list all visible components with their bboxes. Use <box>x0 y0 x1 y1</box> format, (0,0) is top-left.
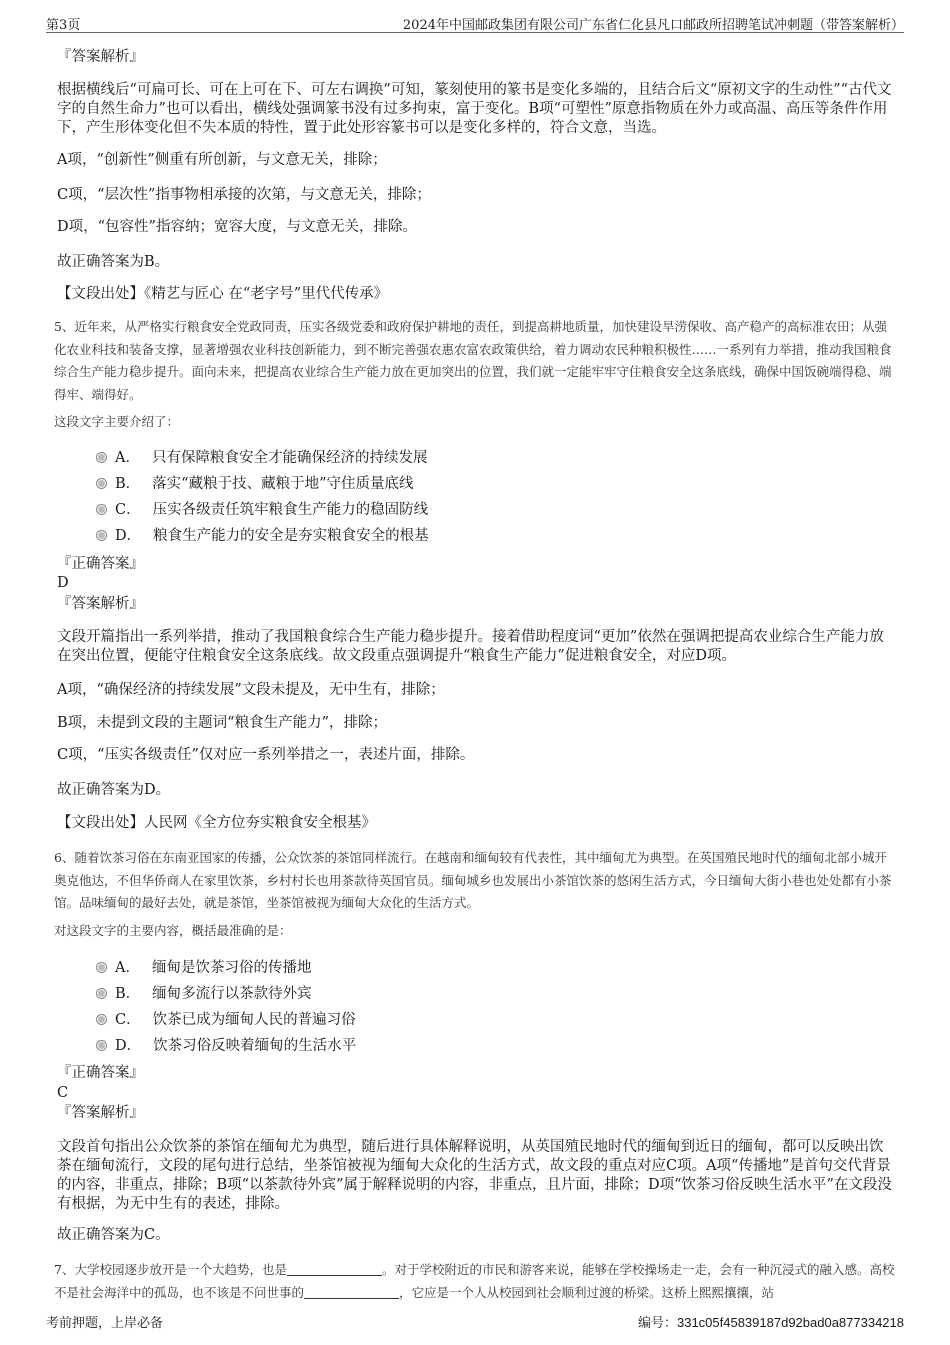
option-key: A． <box>115 450 140 466</box>
analysis-option-c: C项，“层次性”指事物相承接的次第，与文意无关，排除； <box>57 187 431 203</box>
option-key: C． <box>115 1012 141 1028</box>
option-key: C． <box>115 502 141 518</box>
source: 【文段出处】人民网《全方位夯实粮食安全根基》 <box>57 815 376 831</box>
radio-icon[interactable] <box>96 1014 107 1025</box>
page-number: 第3页 <box>46 18 81 33</box>
stem-part: 。对于学校附近的市民和游客来说，能够在学校操场走一走，会有一种沉浸式的融入感。高校不是社会海洋中的孤岛，也不该是不问世事的 <box>54 1262 895 1300</box>
code-value: 331c05f45839187d92bad0a877334218 <box>676 1315 904 1330</box>
conclusion: 故正确答案为B。 <box>57 254 170 270</box>
question-prompt: 对这段文字的主要内容，概括最准确的是： <box>54 923 292 938</box>
radio-icon[interactable] <box>96 504 107 515</box>
analysis-label: 『答案解析』 <box>57 1105 144 1121</box>
option-text: 落实“藏粮于技、藏粮于地”守住质量底线 <box>152 476 414 492</box>
option-key: B． <box>115 986 141 1002</box>
analysis-text: 根据横线后“可扁可长、可在上可在下、可左右调换”可知，篆刻使用的篆书是变化多端的，且结合后文“原初文字的生动性”“古代文字的自然生命力”也可以看出，横线处强调篆书没有过多拘束，富于变化。B项“可塑性”原意指物质在外力或高温、高压等条件作用下，产生形体变化但不失本质的特性，置于此处形容篆书可以是变化多样的，符合文意，当选。 <box>57 82 892 136</box>
fill-blank <box>287 1263 382 1276</box>
fill-blank <box>304 1286 399 1299</box>
question-stem <box>54 1259 899 1304</box>
option-a[interactable] <box>96 959 311 978</box>
footer-slogan: 考前押题，上岸必备 <box>46 1316 164 1331</box>
option-c[interactable] <box>96 1011 356 1030</box>
question-stem: 6、随着饮茶习俗在东南亚国家的传播，公众饮茶的茶馆同样流行。在越南和缅甸较有代表性，其中缅甸尤为典型。在英国殖民地时代的缅甸北部小城开奥克他达，不但华侨商人在家里饮茶，乡村村长也用茶款待英国官员。缅甸城乡也发展出小茶馆饮茶的悠闲生活方式，今日缅甸大街小巷也处处都有小茶馆。品味缅甸的最好去处，就是茶馆，坐茶馆被视为缅甸大众化的生活方式。 <box>54 850 892 910</box>
stem-part: ，它应是一个人从校园到社会顺利过渡的桥梁。这桥上熙熙攘攘，站 <box>399 1284 775 1300</box>
document-title: 2024年中国邮政集团有限公司广东省仁化县凡口邮政所招聘笔试冲刺题（带答案解析） <box>402 18 904 33</box>
answer-label: 『正确答案』 <box>57 1065 144 1081</box>
option-c[interactable] <box>96 501 428 520</box>
option-key: D． <box>115 528 142 544</box>
page-header <box>46 12 904 33</box>
analysis-option-d: D项，“包容性”指容纳；宽容大度，与文意无关，排除。 <box>57 219 417 235</box>
option-key: D． <box>115 1038 142 1054</box>
analysis-label: 『答案解析』 <box>57 49 144 65</box>
analysis-option-a: A项，“确保经济的持续发展”文段未提及，无中生有，排除； <box>57 682 445 698</box>
analysis-option-a: A项，“创新性”侧重有所创新，与文意无关，排除； <box>57 152 387 168</box>
option-text: 只有保障粮食安全才能确保经济的持续发展 <box>151 450 428 466</box>
answer-label: 『正确答案』 <box>57 556 144 572</box>
option-text: 缅甸多流行以茶款待外宾 <box>152 986 312 1002</box>
question-prompt: 这段文字主要介绍了： <box>54 414 180 429</box>
radio-icon[interactable] <box>96 1040 107 1051</box>
code-label: 编号： <box>637 1316 677 1331</box>
source: 【文段出处】《精艺与匠心 在“老字号”里代代传承》 <box>57 286 389 302</box>
option-b[interactable] <box>96 475 413 494</box>
analysis-option-c: C项，“压实各级责任”仅对应一系列举措之一，表述片面，排除。 <box>57 747 475 763</box>
option-d[interactable] <box>96 527 429 546</box>
question-stem: 5、近年来，从严格实行粮食安全党政同责，压实各级党委和政府保护耕地的责任，到提高耕地质量，加快建设旱涝保收、高产稳产的高标准农田；从强化农业科技和装备支撑，显著增强农业科技创新能力，到不断完善强农惠农富农政策供给，着力调动农民种粮积极性……一系列有力举措，推动我国粮食综合生产能力稳步提升。面向未来，把提高农业综合生产能力放在更加突出的位置，我们就一定能牢牢守住粮食安全这条底线，确保中国饭碗端得稳、端得牢、端得好。 <box>54 319 892 402</box>
option-text: 缅甸是饮茶习俗的传播地 <box>151 960 312 976</box>
analysis-text: 文段首句指出公众饮茶的茶馆在缅甸尤为典型，随后进行具体解释说明，从英国殖民地时代的缅甸到近日的缅甸，都可以反映出饮茶在缅甸流行，文段的尾句进行总结，坐茶馆被视为缅甸大众化的生活方式，故文段的重点对应C项。A项“传播地”是首句交代背景的内容，非重点，排除；B项“以茶款待外宾”属于解释说明的内容，非重点，且片面，排除；D项“饮茶习俗反映生活水平”在文段没有根据，为无中生有的表述，排除。 <box>57 1139 892 1212</box>
stem-part: 7、大学校园逐步放开是一个大趋势，也是 <box>54 1262 287 1277</box>
option-key: A． <box>115 960 140 976</box>
conclusion: 故正确答案为D。 <box>57 782 171 798</box>
radio-icon[interactable] <box>96 988 107 999</box>
option-text: 压实各级责任筑牢粮食生产能力的稳固防线 <box>152 502 429 518</box>
answer-value: D <box>57 575 69 591</box>
analysis-option-b: B项，未提到文段的主题词“粮食生产能力”，排除； <box>57 715 387 731</box>
radio-icon[interactable] <box>96 452 107 463</box>
option-text: 饮茶已成为缅甸人民的普遍习俗 <box>152 1012 356 1028</box>
page-footer <box>46 1312 904 1330</box>
radio-icon[interactable] <box>96 962 107 973</box>
option-a[interactable] <box>96 449 427 468</box>
option-key: B． <box>115 476 141 492</box>
radio-icon[interactable] <box>96 478 107 489</box>
analysis-label: 『答案解析』 <box>57 596 144 612</box>
option-text: 粮食生产能力的安全是夯实粮食安全的根基 <box>153 528 429 544</box>
document-code <box>638 1312 904 1331</box>
option-text: 饮茶习俗反映着缅甸的生活水平 <box>153 1038 357 1054</box>
analysis-text: 文段开篇指出一系列举措，推动了我国粮食综合生产能力稳步提升。接着借助程度词“更加”依然在强调把提高农业综合生产能力放在突出位置，便能守住粮食安全这条底线。故文段重点强调提升“粮食生产能力”促进粮食安全，对应D项。 <box>57 629 884 664</box>
option-d[interactable] <box>96 1037 356 1056</box>
option-b[interactable] <box>96 985 312 1004</box>
conclusion: 故正确答案为C。 <box>57 1227 170 1243</box>
radio-icon[interactable] <box>96 530 107 541</box>
answer-value: C <box>57 1085 69 1101</box>
